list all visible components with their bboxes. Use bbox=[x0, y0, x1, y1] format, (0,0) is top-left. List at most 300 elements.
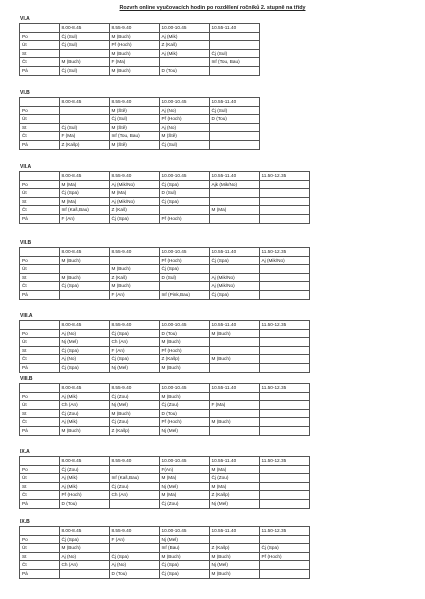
period-time-header: 10.55-11.40 bbox=[210, 321, 260, 330]
day-label: Pá bbox=[20, 214, 60, 223]
lesson-cell bbox=[260, 535, 310, 544]
class-label: VII.A bbox=[20, 164, 32, 170]
lesson-cell bbox=[260, 206, 310, 215]
table-row bbox=[20, 32, 260, 41]
day-label: Po bbox=[20, 392, 60, 401]
day-label: Út bbox=[20, 401, 60, 410]
lesson-cell: Čj (Spa) bbox=[160, 561, 210, 570]
lesson-cell: M (Buch) bbox=[210, 552, 260, 561]
lesson-cell bbox=[210, 123, 260, 132]
lesson-cell bbox=[260, 346, 310, 355]
lesson-cell: Nj (Mel) bbox=[110, 401, 160, 410]
lesson-cell: M (Buch) bbox=[110, 409, 160, 418]
lesson-cell: Aj (No) bbox=[110, 561, 160, 570]
table-row bbox=[20, 197, 310, 206]
lesson-cell: Čj (Spa) bbox=[160, 180, 210, 189]
period-time-header: 10.00-10.45 bbox=[160, 172, 210, 181]
lesson-cell bbox=[260, 355, 310, 364]
lesson-cell: Čj (Spa) bbox=[60, 346, 110, 355]
timetable bbox=[19, 383, 310, 436]
header-corner-cell bbox=[20, 457, 60, 466]
timetable bbox=[19, 171, 310, 224]
lesson-cell: Čj (Zou) bbox=[160, 499, 210, 508]
table-row bbox=[20, 123, 260, 132]
lesson-cell: Čj (Zou) bbox=[110, 418, 160, 427]
class-label: IX.B bbox=[20, 519, 30, 525]
table-row bbox=[20, 392, 310, 401]
lesson-cell bbox=[210, 214, 260, 223]
table-row bbox=[20, 346, 310, 355]
lesson-cell: Čj (Sul) bbox=[110, 115, 160, 124]
lesson-cell bbox=[260, 482, 310, 491]
lesson-cell: Čj (Sul) bbox=[210, 106, 260, 115]
lesson-cell bbox=[110, 256, 160, 265]
lesson-cell: Čj (Sul) bbox=[60, 123, 110, 132]
lesson-cell bbox=[260, 491, 310, 500]
lesson-cell: Aj (Mik) bbox=[60, 482, 110, 491]
lesson-cell: F (Ma) bbox=[110, 58, 160, 67]
lesson-cell: M (Buch) bbox=[210, 329, 260, 338]
table-row bbox=[20, 474, 310, 483]
period-time-header: 11.50-12.35 bbox=[260, 172, 310, 181]
lesson-cell: Aj (Mik) bbox=[60, 474, 110, 483]
lesson-cell: Aj (Mik/No) bbox=[110, 180, 160, 189]
lesson-cell: Čj (Zou) bbox=[60, 465, 110, 474]
lesson-cell: M (Buch) bbox=[210, 355, 260, 364]
period-time-header: 8.55-9.40 bbox=[110, 457, 160, 466]
header-row bbox=[20, 248, 310, 257]
timetable bbox=[19, 320, 310, 373]
lesson-cell: Čj (Zou) bbox=[210, 474, 260, 483]
lesson-cell: M (Buch) bbox=[60, 256, 110, 265]
lesson-cell: Př (Hoch) bbox=[110, 41, 160, 50]
period-time-header: 8.00-8.45 bbox=[60, 24, 110, 33]
table-row bbox=[20, 363, 310, 372]
header-row bbox=[20, 457, 310, 466]
lesson-cell: D (Tou) bbox=[160, 409, 210, 418]
day-label: Po bbox=[20, 32, 60, 41]
lesson-cell bbox=[260, 409, 310, 418]
lesson-cell: M (Ma) bbox=[160, 491, 210, 500]
table-row bbox=[20, 49, 260, 58]
timetable bbox=[19, 247, 310, 300]
lesson-cell bbox=[210, 426, 260, 435]
period-time-header: 8.00-8.45 bbox=[60, 384, 110, 393]
lesson-cell: Inf (Tou, Bau) bbox=[110, 132, 160, 141]
day-label: Čt bbox=[20, 561, 60, 570]
lesson-cell: Čj (Sul) bbox=[210, 49, 260, 58]
lesson-cell bbox=[160, 206, 210, 215]
day-label: Pá bbox=[20, 140, 60, 149]
lesson-cell: Aj (No) bbox=[160, 123, 210, 132]
lesson-cell bbox=[60, 290, 110, 299]
lesson-cell: Čj (Spa) bbox=[210, 290, 260, 299]
table-row bbox=[20, 544, 310, 553]
lesson-cell: M (Buch) bbox=[110, 32, 160, 41]
lesson-cell bbox=[260, 197, 310, 206]
lesson-cell bbox=[110, 465, 160, 474]
header-corner-cell bbox=[20, 98, 60, 107]
lesson-cell: Ch (An) bbox=[110, 338, 160, 347]
lesson-cell: Čj (Sul) bbox=[160, 140, 210, 149]
day-label: Čt bbox=[20, 282, 60, 291]
lesson-cell: Inf (Bau) bbox=[160, 544, 210, 553]
header-corner-cell bbox=[20, 527, 60, 536]
table-row bbox=[20, 338, 310, 347]
lesson-cell: Čj (Sul) bbox=[60, 41, 110, 50]
lesson-cell: D (Tou) bbox=[160, 329, 210, 338]
day-label: Pá bbox=[20, 66, 60, 75]
period-time-header: 10.00-10.45 bbox=[160, 527, 210, 536]
lesson-cell bbox=[210, 132, 260, 141]
day-label: Po bbox=[20, 106, 60, 115]
lesson-cell: Z (Kašp) bbox=[60, 140, 110, 149]
table-row bbox=[20, 290, 310, 299]
lesson-cell: Př (Hoch) bbox=[260, 552, 310, 561]
lesson-cell: Ajk (Mik/No) bbox=[210, 180, 260, 189]
lesson-cell: Čj (Spa) bbox=[60, 282, 110, 291]
lesson-cell: Inf (Pink,Bau) bbox=[160, 290, 210, 299]
lesson-cell: Čj (Zou) bbox=[60, 409, 110, 418]
lesson-cell bbox=[260, 363, 310, 372]
lesson-cell: M (Buch) bbox=[110, 66, 160, 75]
lesson-cell bbox=[260, 569, 310, 578]
lesson-cell: M (Buch) bbox=[160, 392, 210, 401]
day-label: St bbox=[20, 482, 60, 491]
lesson-cell: Z (Kašp) bbox=[110, 426, 160, 435]
period-time-header: 8.55-9.40 bbox=[110, 384, 160, 393]
table-row bbox=[20, 535, 310, 544]
table-row bbox=[20, 180, 310, 189]
period-time-header: 8.55-9.40 bbox=[110, 527, 160, 536]
day-label: Čt bbox=[20, 206, 60, 215]
table-row bbox=[20, 426, 310, 435]
header-corner-cell bbox=[20, 172, 60, 181]
period-time-header: 8.00-8.45 bbox=[60, 457, 110, 466]
timetable bbox=[19, 456, 310, 509]
lesson-cell bbox=[210, 189, 260, 198]
day-label: St bbox=[20, 197, 60, 206]
lesson-cell bbox=[260, 418, 310, 427]
class-label: VI.A bbox=[20, 16, 30, 22]
table-row bbox=[20, 115, 260, 124]
lesson-cell: Př (Hoch) bbox=[160, 418, 210, 427]
lesson-cell: M (Ště) bbox=[110, 123, 160, 132]
lesson-cell: Př (Hoch) bbox=[160, 214, 210, 223]
table-row bbox=[20, 552, 310, 561]
day-label: Pá bbox=[20, 499, 60, 508]
lesson-cell: Čj (Spa) bbox=[210, 256, 260, 265]
table-row bbox=[20, 491, 310, 500]
lesson-cell: Aj (No) bbox=[60, 355, 110, 364]
class-label: VIII.B bbox=[20, 376, 33, 382]
period-time-header: 10.00-10.45 bbox=[160, 98, 210, 107]
period-time-header: 10.55-11.40 bbox=[210, 384, 260, 393]
period-time-header: 8.00-8.45 bbox=[60, 98, 110, 107]
day-label: St bbox=[20, 49, 60, 58]
lesson-cell: F (An) bbox=[110, 535, 160, 544]
period-time-header: 8.00-8.45 bbox=[60, 527, 110, 536]
lesson-cell: D (Sul) bbox=[160, 189, 210, 198]
header-corner-cell bbox=[20, 24, 60, 33]
lesson-cell: M (Ma) bbox=[210, 465, 260, 474]
lesson-cell: Aj (Mik/No) bbox=[210, 282, 260, 291]
lesson-cell: D (Sul) bbox=[160, 273, 210, 282]
header-row bbox=[20, 24, 260, 33]
table-row bbox=[20, 140, 260, 149]
lesson-cell: Př (Hoch) bbox=[60, 491, 110, 500]
lesson-cell bbox=[260, 426, 310, 435]
timetable bbox=[19, 97, 260, 150]
period-time-header: 8.00-8.45 bbox=[60, 321, 110, 330]
period-time-header: 10.00-10.45 bbox=[160, 457, 210, 466]
lesson-cell: Čj (Sul) bbox=[60, 66, 110, 75]
period-time-header: 10.00-10.45 bbox=[160, 321, 210, 330]
lesson-cell bbox=[260, 214, 310, 223]
day-label: Út bbox=[20, 41, 60, 50]
lesson-cell: M (Ště) bbox=[160, 132, 210, 141]
lesson-cell bbox=[110, 544, 160, 553]
lesson-cell: Nj (Mel) bbox=[160, 426, 210, 435]
lesson-cell: Nj (Mel) bbox=[160, 535, 210, 544]
period-time-header: 11.50-12.35 bbox=[260, 527, 310, 536]
lesson-cell: Z (Kaš) bbox=[160, 41, 210, 50]
lesson-cell: Z (Kašp) bbox=[210, 491, 260, 500]
lesson-cell: M (Buch) bbox=[160, 338, 210, 347]
lesson-cell bbox=[210, 535, 260, 544]
header-row bbox=[20, 172, 310, 181]
day-label: St bbox=[20, 409, 60, 418]
day-label: Út bbox=[20, 189, 60, 198]
day-label: St bbox=[20, 346, 60, 355]
lesson-cell: M (Ma) bbox=[60, 180, 110, 189]
lesson-cell: Aj (No) bbox=[60, 552, 110, 561]
lesson-cell: Ch (An) bbox=[60, 401, 110, 410]
lesson-cell bbox=[210, 140, 260, 149]
lesson-cell bbox=[260, 189, 310, 198]
class-label: VI.B bbox=[20, 90, 30, 96]
day-label: Pá bbox=[20, 363, 60, 372]
header-corner-cell bbox=[20, 384, 60, 393]
lesson-cell bbox=[210, 41, 260, 50]
header-row bbox=[20, 384, 310, 393]
day-label: Út bbox=[20, 265, 60, 274]
period-time-header: 8.00-8.45 bbox=[60, 248, 110, 257]
lesson-cell bbox=[210, 66, 260, 75]
table-row bbox=[20, 482, 310, 491]
period-time-header: 11.50-12.35 bbox=[260, 384, 310, 393]
period-time-header: 11.50-12.35 bbox=[260, 248, 310, 257]
lesson-cell: Př (Hoch) bbox=[160, 256, 210, 265]
lesson-cell: Nj (Mel) bbox=[210, 561, 260, 570]
day-label: Út bbox=[20, 115, 60, 124]
lesson-cell: Nj (Mel) bbox=[110, 363, 160, 372]
lesson-cell: Inf (Tou, Bau) bbox=[210, 58, 260, 67]
lesson-cell: Z (Kaš) bbox=[110, 206, 160, 215]
table-row bbox=[20, 256, 310, 265]
lesson-cell: F (An) bbox=[110, 290, 160, 299]
lesson-cell: D (Tou) bbox=[60, 499, 110, 508]
lesson-cell: Aj (Mik) bbox=[160, 32, 210, 41]
period-time-header: 10.55-11.40 bbox=[210, 248, 260, 257]
lesson-cell: M (Ště) bbox=[110, 106, 160, 115]
lesson-cell: M (Ště) bbox=[110, 140, 160, 149]
day-label: Pá bbox=[20, 569, 60, 578]
lesson-cell: Inf (Kaš,Bau) bbox=[110, 474, 160, 483]
lesson-cell: D (Tou) bbox=[110, 569, 160, 578]
lesson-cell: M (Ma) bbox=[110, 189, 160, 198]
table-row bbox=[20, 282, 310, 291]
lesson-cell bbox=[260, 474, 310, 483]
day-label: Po bbox=[20, 465, 60, 474]
table-row bbox=[20, 273, 310, 282]
lesson-cell bbox=[110, 499, 160, 508]
day-label: Út bbox=[20, 544, 60, 553]
lesson-cell: Ch (An) bbox=[110, 491, 160, 500]
lesson-cell: M (Buch) bbox=[60, 426, 110, 435]
table-row bbox=[20, 41, 260, 50]
lesson-cell bbox=[260, 265, 310, 274]
lesson-cell: Čj (Spa) bbox=[60, 189, 110, 198]
lesson-cell bbox=[260, 290, 310, 299]
header-row bbox=[20, 98, 260, 107]
header-corner-cell bbox=[20, 248, 60, 257]
day-label: Čt bbox=[20, 132, 60, 141]
day-label: Po bbox=[20, 329, 60, 338]
lesson-cell: Čj (Zou) bbox=[160, 401, 210, 410]
lesson-cell bbox=[60, 106, 110, 115]
lesson-cell bbox=[260, 180, 310, 189]
lesson-cell: F(An) bbox=[160, 465, 210, 474]
lesson-cell: Čj (Spa) bbox=[260, 544, 310, 553]
class-label: VII.B bbox=[20, 240, 32, 246]
lesson-cell: M (Buch) bbox=[210, 569, 260, 578]
lesson-cell bbox=[160, 58, 210, 67]
lesson-cell: M (Buch) bbox=[160, 552, 210, 561]
lesson-cell bbox=[60, 265, 110, 274]
lesson-cell: Čj (Spa) bbox=[160, 265, 210, 274]
lesson-cell: Z (Kašp) bbox=[210, 544, 260, 553]
period-time-header: 8.55-9.40 bbox=[110, 321, 160, 330]
lesson-cell bbox=[260, 465, 310, 474]
lesson-cell: Z (Kaš) bbox=[110, 273, 160, 282]
lesson-cell bbox=[260, 561, 310, 570]
lesson-cell bbox=[210, 197, 260, 206]
lesson-cell: Čj (Spa) bbox=[110, 552, 160, 561]
lesson-cell: Nj (Mel) bbox=[160, 482, 210, 491]
lesson-cell: Nj (Mel) bbox=[210, 499, 260, 508]
lesson-cell bbox=[210, 265, 260, 274]
lesson-cell: Čj (Spa) bbox=[60, 363, 110, 372]
lesson-cell: Čj (Spa) bbox=[60, 535, 110, 544]
day-label: Čt bbox=[20, 355, 60, 364]
lesson-cell: Aj (No) bbox=[160, 106, 210, 115]
day-label: Út bbox=[20, 338, 60, 347]
table-row bbox=[20, 499, 310, 508]
lesson-cell bbox=[210, 409, 260, 418]
class-label: IX.A bbox=[20, 449, 30, 455]
period-time-header: 8.55-9.40 bbox=[110, 24, 160, 33]
table-row bbox=[20, 355, 310, 364]
lesson-cell: Čj (Spa) bbox=[110, 214, 160, 223]
lesson-cell: Aj (Mik/No) bbox=[260, 256, 310, 265]
lesson-cell bbox=[210, 338, 260, 347]
period-time-header: 11.50-12.35 bbox=[260, 321, 310, 330]
lesson-cell: Př (Hoch) bbox=[160, 115, 210, 124]
lesson-cell bbox=[60, 115, 110, 124]
day-label: Út bbox=[20, 474, 60, 483]
lesson-cell: Ch (An) bbox=[60, 561, 110, 570]
day-label: St bbox=[20, 123, 60, 132]
lesson-cell bbox=[260, 401, 310, 410]
lesson-cell: Z (Kašp) bbox=[160, 355, 210, 364]
lesson-cell: Aj (Mik) bbox=[60, 418, 110, 427]
lesson-cell bbox=[210, 32, 260, 41]
lesson-cell bbox=[60, 49, 110, 58]
table-row bbox=[20, 418, 310, 427]
day-label: Po bbox=[20, 535, 60, 544]
lesson-cell bbox=[210, 392, 260, 401]
header-row bbox=[20, 321, 310, 330]
lesson-cell: M (Buch) bbox=[160, 363, 210, 372]
class-label: VIII.A bbox=[20, 313, 33, 319]
lesson-cell: M (Ma) bbox=[210, 206, 260, 215]
header-corner-cell bbox=[20, 321, 60, 330]
lesson-cell: Nj (Mel) bbox=[60, 338, 110, 347]
period-time-header: 8.55-9.40 bbox=[110, 172, 160, 181]
period-time-header: 8.00-8.45 bbox=[60, 172, 110, 181]
lesson-cell: M (Buch) bbox=[110, 265, 160, 274]
timetable bbox=[19, 526, 310, 579]
table-row bbox=[20, 329, 310, 338]
period-time-header: 10.00-10.45 bbox=[160, 248, 210, 257]
lesson-cell: F (An) bbox=[110, 346, 160, 355]
page-title: Rozvrh online vyučovacích hodin po rozdělení ročníků 2. stupně na třídy bbox=[119, 5, 306, 11]
lesson-cell: F (Ma) bbox=[210, 401, 260, 410]
lesson-cell: Inf (Kaš,Bau) bbox=[60, 206, 110, 215]
period-time-header: 10.55-11.40 bbox=[210, 527, 260, 536]
lesson-cell bbox=[260, 273, 310, 282]
lesson-cell: M (Buch) bbox=[60, 273, 110, 282]
day-label: Po bbox=[20, 256, 60, 265]
lesson-cell: M (Buch) bbox=[210, 418, 260, 427]
lesson-cell: Čj (Spa) bbox=[110, 329, 160, 338]
lesson-cell bbox=[260, 338, 310, 347]
lesson-cell bbox=[260, 282, 310, 291]
lesson-cell: M (Buch) bbox=[60, 58, 110, 67]
period-time-header: 10.55-11.40 bbox=[210, 98, 260, 107]
lesson-cell: Př (Hoch) bbox=[160, 346, 210, 355]
table-row bbox=[20, 66, 260, 75]
table-row bbox=[20, 409, 310, 418]
lesson-cell: Čj (Zou) bbox=[110, 482, 160, 491]
lesson-cell: M (Buch) bbox=[110, 49, 160, 58]
lesson-cell: Čj (Spa) bbox=[160, 197, 210, 206]
header-row bbox=[20, 527, 310, 536]
lesson-cell: Aj (Mik) bbox=[160, 49, 210, 58]
day-label: Pá bbox=[20, 426, 60, 435]
period-time-header: 10.00-10.45 bbox=[160, 384, 210, 393]
lesson-cell: F (An) bbox=[60, 214, 110, 223]
lesson-cell: Aj (Mik/No) bbox=[110, 197, 160, 206]
period-time-header: 10.00-10.45 bbox=[160, 24, 210, 33]
period-time-header: 8.55-9.40 bbox=[110, 248, 160, 257]
period-time-header: 10.55-11.40 bbox=[210, 24, 260, 33]
day-label: Pá bbox=[20, 290, 60, 299]
period-time-header: 8.55-9.40 bbox=[110, 98, 160, 107]
table-row bbox=[20, 189, 310, 198]
day-label: St bbox=[20, 273, 60, 282]
